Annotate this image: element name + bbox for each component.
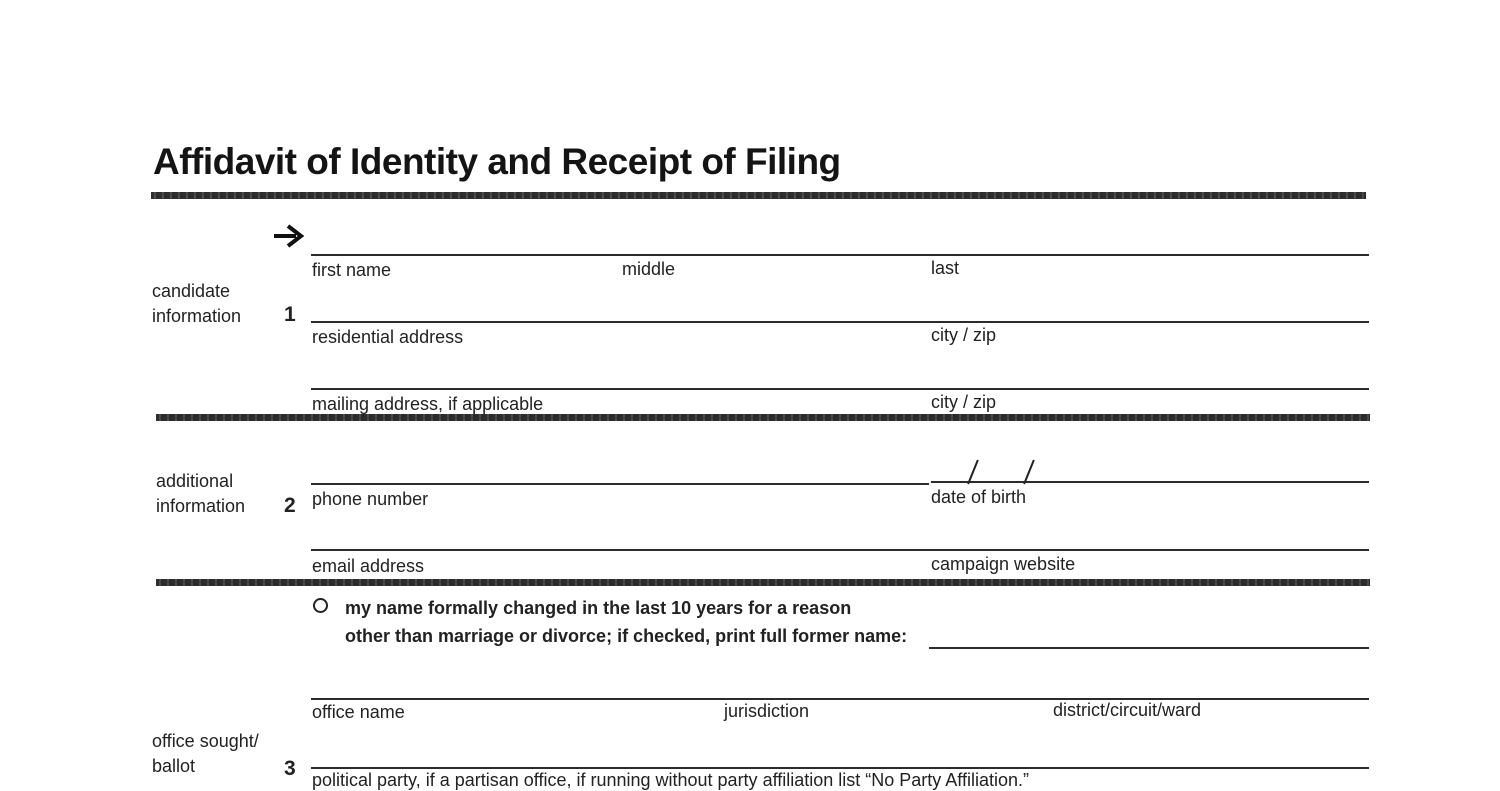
- last-name-label: last: [931, 258, 960, 278]
- office-name-line[interactable]: [311, 698, 1369, 700]
- residential-address-line[interactable]: [311, 321, 1369, 323]
- mailing-address-line[interactable]: [311, 388, 1369, 390]
- section-rule-2: [156, 579, 1370, 586]
- residential-address-label: residential address: [312, 327, 464, 347]
- political-party-label: political party, if a partisan office, if running without party affiliation list “No Party Affiliation.”: [312, 770, 1030, 790]
- section-additional-label: additional information: [156, 471, 246, 516]
- residential-city-zip-label: city / zip: [931, 325, 997, 345]
- phone-number-label: phone number: [312, 489, 429, 509]
- mailing-city-zip-label: city / zip: [931, 392, 997, 412]
- political-party-line[interactable]: [311, 767, 1369, 769]
- section-number-1: 1: [284, 303, 296, 326]
- mailing-address-label: mailing address, if applicable: [312, 394, 544, 414]
- jurisdiction-label: jurisdiction: [724, 701, 810, 721]
- name-change-line1: my name formally changed in the last 10 years for a reason: [345, 598, 852, 618]
- page-title: Affidavit of Identity and Receipt of Filing: [153, 141, 841, 182]
- radio-empty-icon[interactable]: [313, 598, 328, 613]
- email-address-label: email address: [312, 556, 425, 576]
- section-office-label: office sought/ ballot: [152, 731, 259, 776]
- phone-number-line[interactable]: [311, 483, 929, 485]
- date-of-birth-label: date of birth: [931, 487, 1027, 507]
- first-name-label: first name: [312, 260, 392, 280]
- section-rule-1: [156, 414, 1370, 421]
- arrow-right-icon: [272, 222, 304, 250]
- middle-name-label: middle: [622, 259, 676, 279]
- office-name-label: office name: [312, 702, 405, 722]
- former-name-line[interactable]: [929, 647, 1369, 649]
- section-number-2: 2: [284, 494, 296, 517]
- title-rule: [151, 192, 1366, 199]
- name-field-line[interactable]: [311, 254, 1369, 256]
- district-label: district/circuit/ward: [1053, 700, 1202, 720]
- campaign-website-label: campaign website: [931, 554, 1076, 574]
- section-number-3: 3: [284, 757, 296, 780]
- date-of-birth-line[interactable]: [931, 481, 1369, 483]
- name-change-line2: other than marriage or divorce; if checked, print full former name:: [345, 626, 908, 646]
- email-address-line[interactable]: [311, 549, 1369, 551]
- section-candidate-label: candidate information: [152, 281, 242, 326]
